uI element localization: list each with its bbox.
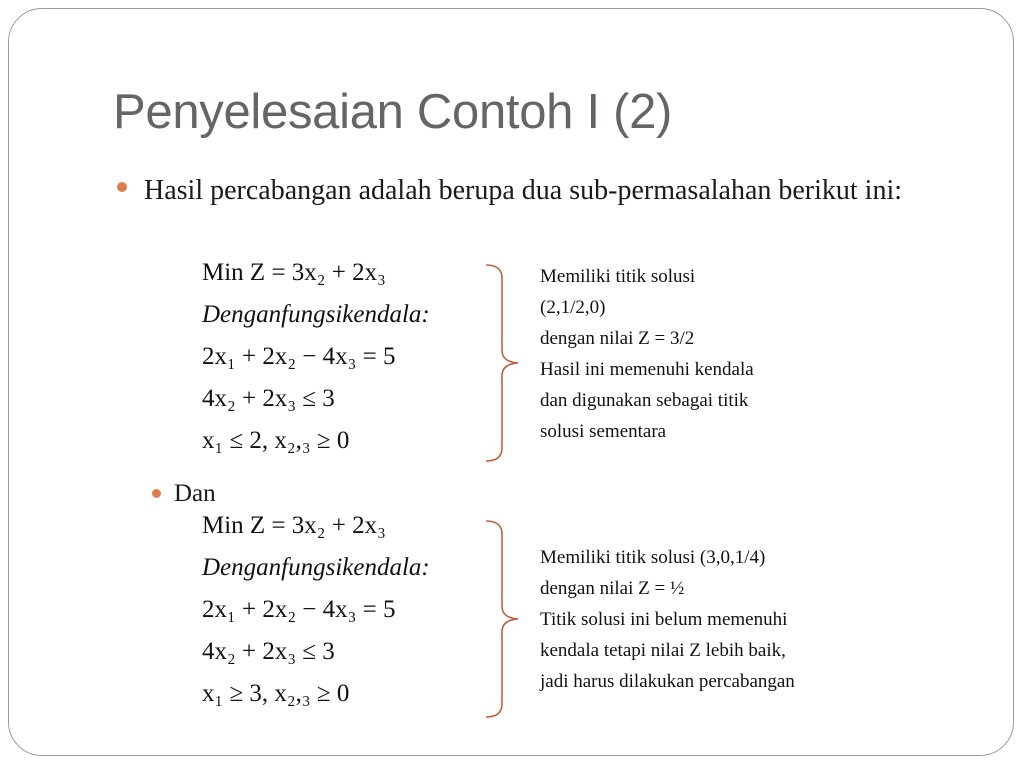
note-line: dengan nilai Z = 3/2 [540, 328, 695, 349]
note-line: Memiliki titik solusi (3,0,1/4) [540, 547, 766, 568]
problem-1-constraint: x₁ ≤ 2, x₂,₃ ≥ 0 [202, 427, 350, 454]
problem-2-constraint: x₁ ≥ 3, x₂,₃ ≥ 0 [202, 680, 350, 707]
note-line: kendala tetapi nilai Z lebih baik, [540, 640, 786, 661]
problem-1-brace [484, 262, 524, 464]
problem-1-objective: Min Z = 3x₂ + 2x₃ [202, 259, 386, 286]
problem-2-equations [202, 505, 430, 715]
problem-2-constraint-heading: Denganfungsikendala: [202, 554, 430, 581]
problem-2-brace [484, 518, 524, 720]
note-line: Hasil ini memenuhi kendala [540, 359, 754, 380]
problem-1-constraint: 4x₂ + 2x₃ ≤ 3 [202, 385, 335, 412]
note-line: Titik solusi ini belum memenuhi [540, 609, 788, 630]
slide-title: Penyelesaian Contoh I (2) [113, 85, 673, 139]
note-line: Memiliki titik solusi [540, 266, 696, 287]
sub-bullet-text: Dan [174, 480, 216, 507]
problem-1-note [540, 261, 754, 447]
main-bullet-icon [117, 182, 127, 192]
main-bullet-text: Hasil percabangan adalah berupa dua sub-permasalahan berikut ini: [144, 175, 903, 206]
note-line: dengan nilai Z = ½ [540, 578, 685, 599]
problem-2-objective: Min Z = 3x₂ + 2x₃ [202, 512, 386, 539]
problem-1-constraint-heading: Denganfungsikendala: [202, 301, 430, 328]
note-line: dan digunakan sebagai titik [540, 390, 749, 411]
sub-bullet-icon [152, 489, 161, 498]
note-line: (2,1/2,0) [540, 297, 606, 318]
note-line: solusi sementara [540, 421, 667, 442]
problem-1-equations [202, 252, 430, 462]
note-line: jadi harus dilakukan percabangan [540, 671, 795, 692]
problem-2-constraint: 4x₂ + 2x₃ ≤ 3 [202, 638, 335, 665]
problem-1-constraint: 2x₁ + 2x₂ − 4x₃ = 5 [202, 343, 396, 370]
problem-2-constraint: 2x₁ + 2x₂ − 4x₃ = 5 [202, 596, 396, 623]
problem-2-note [540, 542, 795, 697]
